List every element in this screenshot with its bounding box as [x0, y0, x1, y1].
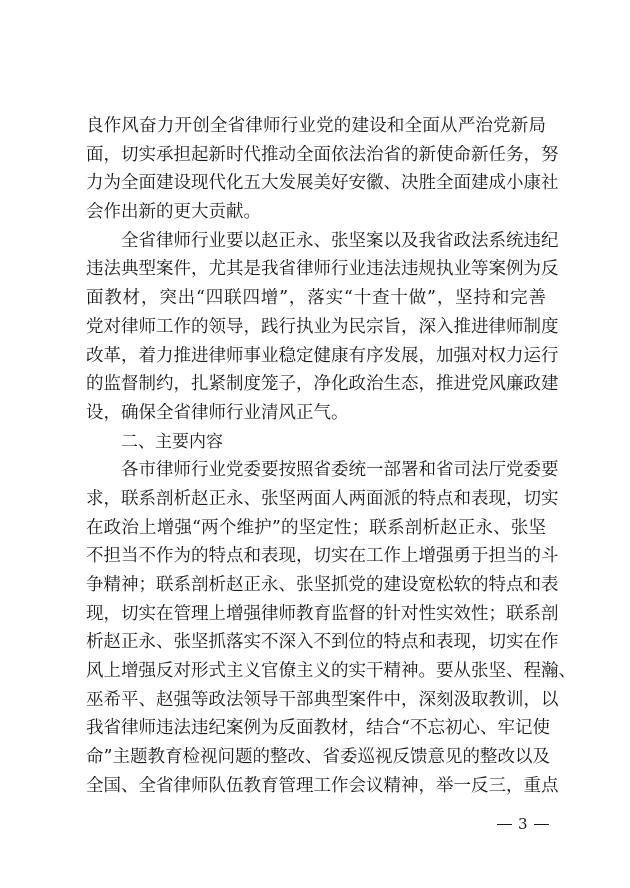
- text-line: 风上增强反对形式主义官僚主义的实干精神。要从张坚、程瀚、: [86, 661, 576, 682]
- text-line: 求，联系剖析赵正永、张坚两面人两面派的特点和表现，切实: [86, 488, 559, 509]
- paragraph: [86, 112, 559, 227]
- text-line: 党对律师工作的领导，践行执业为民宗旨，深入推进律师制度: [86, 316, 559, 337]
- dash-right: [534, 824, 549, 825]
- text-line: 在政治上增强“两个维护”的坚定性；联系剖析赵正永、张坚: [86, 517, 546, 538]
- text-line: 全国、全省律师队伍教育管理工作会议精神，举一反三，重点: [86, 775, 559, 796]
- text-line: 面教材，突出“四联四增”，落实“十查十做”，坚持和完善: [86, 288, 546, 309]
- text-line: 现，切实在管理上增强律师教育监督的针对性实效性；联系剖: [86, 603, 559, 624]
- text-line: 会作出新的更大贡献。: [86, 202, 261, 223]
- text-line: 我省律师违法违纪案例为反面教材，结合“不忘初心、牢记使: [86, 718, 550, 739]
- text-line: 设，确保全省律师行业清风正气。: [86, 402, 349, 423]
- text-line: 良作风奋力开创全省律师行业党的建设和全面从严治党新局: [86, 116, 546, 136]
- text-line: 命”主题教育检视问题的整改、省委巡视反馈意见的整改以及: [86, 747, 550, 768]
- text-line: 不担当不作为的特点和表现，切实在工作上增强勇于担当的斗: [86, 546, 559, 567]
- text-line: 析赵正永、张坚抓落实不深入不到位的特点和表现，切实在作: [86, 632, 559, 653]
- text-line: 全省律师行业要以赵正永、张坚案以及我省政法系统违纪: [121, 230, 559, 251]
- text-line: 违法典型案件，尤其是我省律师行业违法违规执业等案例为反: [86, 259, 559, 280]
- text-line: 各市律师行业党委要按照省委统一部署和省司法厅党委要: [121, 460, 559, 481]
- text-line: 面，切实承担起新时代推动全面依法治省的新使命新任务，努: [86, 144, 559, 165]
- text-line: 力为全面建设现代化五大发展美好安徽、决胜全面建成小康社: [86, 173, 559, 194]
- text-line: 的监督制约，扎紧制度笼子，净化政治生态，推进党风廉政建: [86, 374, 559, 395]
- paragraph: [86, 227, 559, 428]
- text-line: 巫希平、赵强等政法领导干部典型案件中，深刻汲取教训，以: [86, 689, 559, 710]
- section-heading: 二、主要内容: [121, 431, 223, 452]
- document-page: [86, 112, 576, 801]
- dash-left: [497, 824, 512, 825]
- page-number-value: 3: [518, 815, 528, 833]
- page-number: [497, 815, 549, 833]
- text-line: 改革，着力推进律师事业稳定健康有序发展，加强对权力运行: [86, 345, 559, 366]
- paragraph: [86, 456, 576, 800]
- text-line: 争精神；联系剖析赵正永、张坚抓党的建设宽松软的特点和表: [86, 575, 559, 595]
